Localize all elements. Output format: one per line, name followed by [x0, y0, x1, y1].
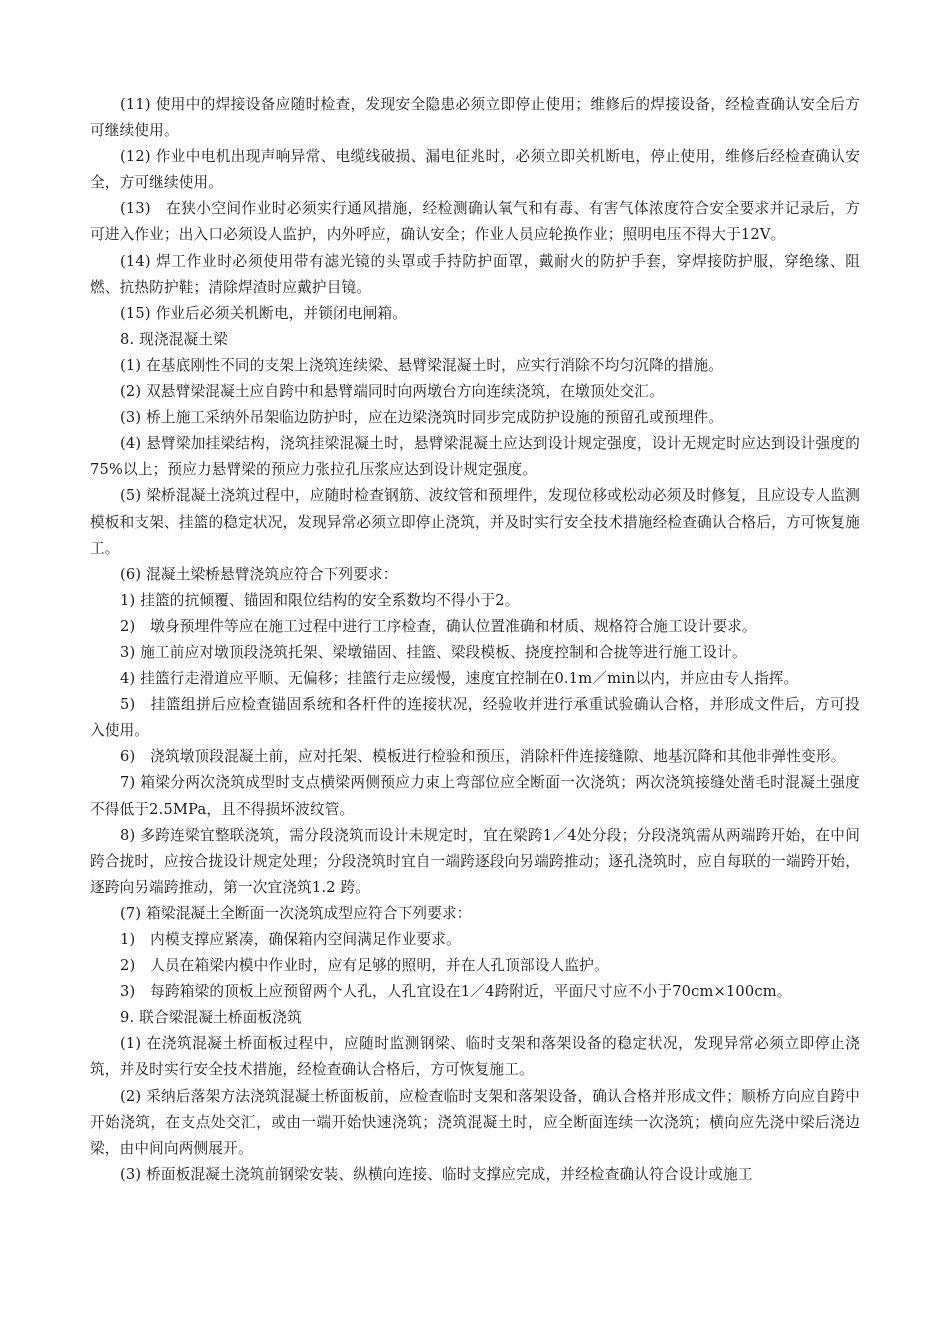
- paragraph: (3) 桥面板混凝土浇筑前钢梁安装、纵横向连接、临时支撑应完成，并经检查确认符合设计或施工: [120, 1165, 753, 1183]
- paragraph: 1) 挂篮的抗倾覆、锚固和限位结构的安全系数均不得小于2。: [120, 591, 520, 609]
- paragraph: (2) 采纳后落架方法浇筑混凝土桥面板前，应检查临时支架和落架设备，确认合格并形成文件；顺桥方向应自跨中开始浇筑，在支点处交汇，或由一端开始快速浇筑；浇筑混凝土时，应全断面连续一次浇筑；横向应先浇中梁后浇边梁，由中间向两侧展开。: [90, 1087, 860, 1157]
- paragraph: 8) 多跨连梁宜整联浇筑，需分段浇筑而设计未规定时，宜在梁跨1／4处分段；分段浇筑需从两端跨开始，在中间跨合拢时，应按合拢设计规定处理；分段浇筑时宜自一端跨逐段向另端跨推动；逐孔浇筑时，应自每联的一端跨开始，逐跨向另端跨推动，第一次宜浇筑1.2 跨。: [90, 826, 860, 896]
- paragraph: 5) 挂篮组拼后应检查锚固系统和各杆件的连接状况，经验收并进行承重试验确认合格，并形成文件后，方可投入使用。: [90, 696, 860, 740]
- paragraph: 2) 人员在箱梁内模中作业时，应有足够的照明，并在人孔顶部设人监护。: [120, 957, 609, 975]
- paragraph: (1) 在基底刚性不同的支架上浇筑连续梁、悬臂梁混凝土时，应实行消除不均匀沉降的措施。: [120, 356, 724, 374]
- section-heading: 8. 现浇混凝土梁: [120, 330, 228, 348]
- paragraph: 3) 施工前应对墩顶段浇筑托架、梁墩锚固、挂篮、梁段模板、挠度控制和合拢等进行施工设计。: [120, 643, 747, 661]
- paragraph: (15) 作业后必须关机断电，并锁闭电闸箱。: [120, 304, 408, 322]
- paragraph: (7) 箱梁混凝土全断面一次浇筑成型应符合下列要求：: [120, 904, 472, 922]
- paragraph: 4) 挂篮行走滑道应平顺、无偏移；挂篮行走应缓慢，速度宜控制在0.1m／min以内，并应由专人指挥。: [120, 670, 799, 688]
- paragraph: (6) 混凝土梁桥悬臂浇筑应符合下列要求：: [120, 565, 398, 583]
- paragraph: (14) 焊工作业时必须使用带有滤光镜的头罩或手持防护面罩，戴耐火的防护手套，穿焊接防护服，穿绝缘、阻燃、抗热防护鞋；清除焊渣时应戴护目镜。: [90, 252, 860, 296]
- paragraph: (4) 悬臂梁加挂梁结构，浇筑挂梁混凝土时，悬臂梁混凝土应达到设计规定强度，设计无规定时应达到设计强度的75%以上；预应力悬臂梁的预应力张拉孔压浆应达到设计规定强度。: [90, 435, 860, 479]
- paragraph: (2) 双悬臂梁混凝土应自跨中和悬臂端同时向两墩台方向连续浇筑，在墩顶处交汇。: [120, 383, 664, 401]
- paragraph: (1) 在浇筑混凝土桥面板过程中，应随时监测钢梁、临时支架和落架设备的稳定状况，发现异常必须立即停止浇筑，并及时实行安全技术措施，经检查确认合格后，方可恢复施工。: [90, 1035, 860, 1079]
- paragraph: (12) 作业中电机出现声响异常、电缆线破损、漏电征兆时，必须立即关机断电，停止使用，维修后经检查确认安全，方可继续使用。: [90, 148, 860, 192]
- paragraph: (3) 桥上施工采纳外吊架临边防护时，应在边梁浇筑时同步完成防护设施的预留孔或预埋件。: [120, 409, 724, 427]
- paragraph: 2) 墩身预埋件等应在施工过程中进行工序检查，确认位置准确和材质、规格符合施工设计要求。: [120, 617, 757, 635]
- paragraph: 6) 浇筑墩顶段混凝土前，应对托架、模板进行检验和预压，消除杆件连接缝隙、地基沉降和其他非弹性变形。: [120, 748, 846, 766]
- paragraph: (13) 在狭小空间作业时必须实行通风措施，经检测确认氧气和有毒、有害气体浓度符合安全要求并记录后，方可进入作业；出入口必须设人监护，内外呼应，确认安全；作业人员应轮换作业；照明电压不得大于12V。: [90, 200, 860, 244]
- paragraph: 7) 箱梁分两次浇筑成型时支点横梁两侧预应力束上弯部位应全断面一次浇筑；两次浇筑接缝处凿毛时混凝土强度不得低于2.5MPa，且不得损坏波纹管。: [90, 774, 860, 818]
- document-body: [90, 92, 860, 1188]
- paragraph: 3) 每跨箱梁的顶板上应预留两个人孔，人孔宜设在1／4跨附近，平面尺寸应不小于70cm×100cm。: [120, 983, 792, 1001]
- paragraph: (5) 梁桥混凝土浇筑过程中，应随时检查钢筋、波纹管和预埋件，发现位移或松动必须及时修复，且应设专人监测模板和支架、挂篮的稳定状况，发现异常必须立即停止浇筑，并及时实行安全技术措施经检查确认合格后，方可恢复施工。: [90, 487, 860, 557]
- section-heading: 9. 联合梁混凝土桥面板浇筑: [120, 1009, 302, 1027]
- paragraph: (11) 使用中的焊接设备应随时检查，发现安全隐患必须立即停止使用；维修后的焊接设备，经检查确认安全后方可继续使用。: [90, 96, 860, 140]
- paragraph: 1) 内模支撑应紧凑，确保箱内空间满足作业要求。: [120, 931, 461, 948]
